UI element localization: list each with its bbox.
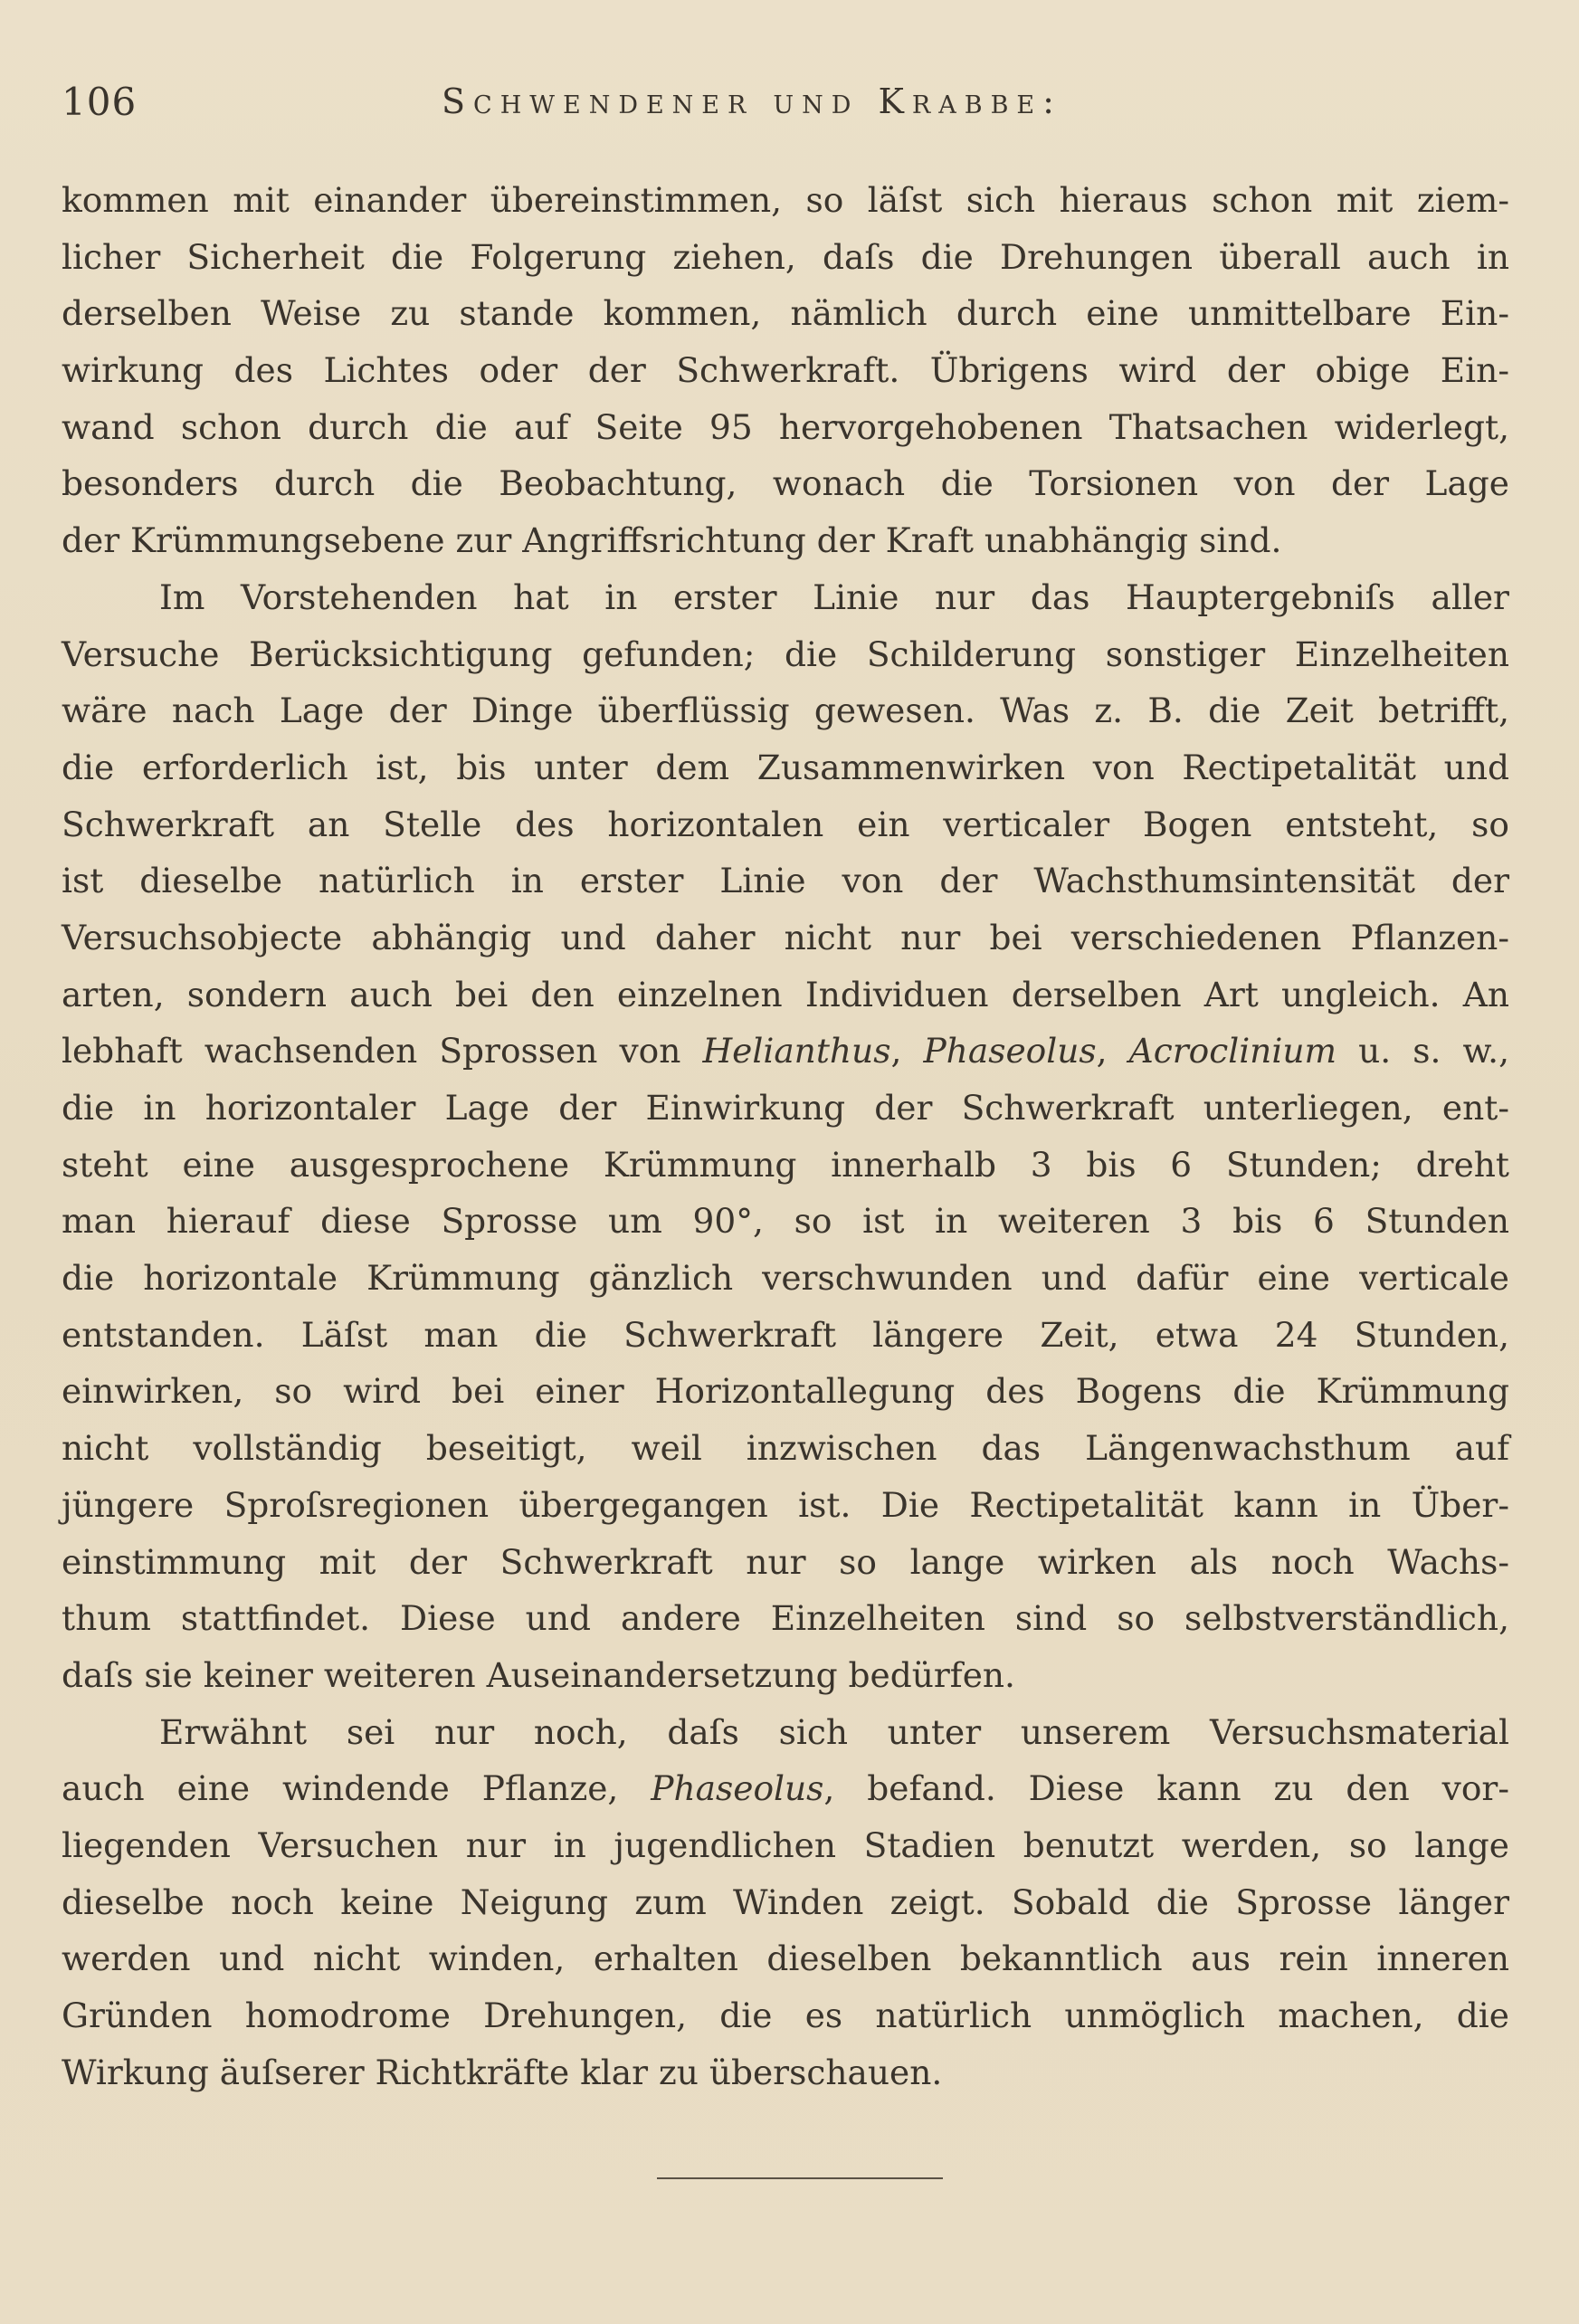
text-line: ist dieselbe natürlich in erster Linie von der Wachsthumsintensität der xyxy=(62,861,1509,901)
page-header xyxy=(62,80,1509,134)
text-line: Versuchsobjecte abhängig und daher nicht nur bei verschiedenen Pflanzen- xyxy=(62,917,1509,957)
page-number: 106 xyxy=(62,80,138,124)
text-line: Schwerkraft an Stelle des horizontalen ein verticaler Bogen entsteht, so xyxy=(62,804,1509,844)
text-line: kommen mit einander übereinstimmen, so läſst sich hieraus schon mit ziem- xyxy=(62,180,1509,220)
text-line: Versuche Berücksichtigung gefunden; die Schilderung sonstiger Einzelheiten xyxy=(62,633,1509,674)
text-line: wirkung des Lichtes oder der Schwerkraft. Übrigens wird der obige Ein- xyxy=(62,350,1509,391)
genus-name: Phaseolus xyxy=(651,1768,824,1809)
genus-name: Helianthus xyxy=(702,1031,891,1072)
text-segment: auch eine windende Pflanze, xyxy=(62,1768,619,1809)
text-line: jüngere Sproſsregionen übergegangen ist. Die Rectipetalität kann in Über- xyxy=(62,1484,1509,1525)
text-line: die horizontale Krümmung gänzlich verschwunden und dafür eine verticale xyxy=(62,1258,1509,1299)
text-line: Wirkung äuſserer Richtkräfte klar zu überschauen. xyxy=(62,2052,943,2092)
text-segment: , xyxy=(1096,1031,1129,1072)
text-line: licher Sicherheit die Folgerung ziehen, daſs die Drehungen überall auch in xyxy=(62,236,1509,277)
text-line: werden und nicht winden, erhalten dieselben bekanntlich aus rein inneren xyxy=(62,1938,1509,1979)
text-line-indented: Im Vorstehenden hat in erster Linie nur das Hauptergebniſs aller xyxy=(159,576,1509,617)
text-line-italic-names xyxy=(62,1023,1509,1080)
text-line: einwirken, so wird bei einer Horizontallegung des Bogens die Krümmung xyxy=(62,1371,1509,1412)
text-line-italic-names xyxy=(62,1760,1509,1817)
text-segment: , xyxy=(890,1031,924,1072)
text-segment: , befand. Diese kann zu den vor- xyxy=(823,1768,1509,1809)
running-title: Schwendener und Krabbe: xyxy=(442,81,1062,121)
text-line: der Krümmungsebene zur Angriffsrichtung der Kraft unabhängig sind. xyxy=(62,520,1282,561)
text-line: man hierauf diese Sprosse um 90°, so ist in weiteren 3 bis 6 Stunden xyxy=(62,1201,1509,1242)
text-line: liegenden Versuchen nur in jugendlichen Stadien benutzt werden, so lange xyxy=(62,1824,1509,1865)
text-line: derselben Weise zu stande kommen, nämlich durch eine unmittelbare Ein- xyxy=(62,293,1509,334)
text-line: nicht vollständig beseitigt, weil inzwischen das Längenwachsthum auf xyxy=(62,1428,1509,1469)
text-line: daſs sie keiner weiteren Auseinandersetzung bedürfen. xyxy=(62,1654,1015,1695)
text-segment: lebhaft wachsenden Sprossen von xyxy=(62,1031,681,1072)
text-line: die erforderlich ist, bis unter dem Zusammenwirken von Rectipetalität und xyxy=(62,747,1509,787)
body-text xyxy=(62,172,1509,2100)
text-line: Gründen homodrome Drehungen, die es natürlich unmöglich machen, die xyxy=(62,1995,1509,2035)
end-rule xyxy=(657,2177,943,2179)
text-line: besonders durch die Beobachtung, wonach die Torsionen von der Lage xyxy=(62,463,1509,504)
text-segment: u. s. w., xyxy=(1336,1031,1509,1072)
text-line: wäre nach Lage der Dinge überflüssig gewesen. Was z. B. die Zeit betrifft, xyxy=(62,691,1509,731)
text-line: wand schon durch die auf Seite 95 hervorgehobenen Thatsachen widerlegt, xyxy=(62,406,1509,447)
text-line: arten, sondern auch bei den einzelnen Individuen derselben Art ungleich. An xyxy=(62,974,1509,1014)
text-line: entstanden. Läſst man die Schwerkraft längere Zeit, etwa 24 Stunden, xyxy=(62,1314,1509,1355)
text-line: thum stattfindet. Diese und andere Einzelheiten sind so selbstverständlich, xyxy=(62,1598,1509,1639)
genus-name: Phaseolus xyxy=(923,1031,1097,1072)
genus-name: Acroclinium xyxy=(1128,1031,1337,1072)
text-line: einstimmung mit der Schwerkraft nur so lange wirken als noch Wachs- xyxy=(62,1541,1509,1582)
text-line-indented: Erwähnt sei nur noch, daſs sich unter unserem Versuchsmaterial xyxy=(159,1711,1509,1752)
text-line: dieselbe noch keine Neigung zum Winden zeigt. Sobald die Sprosse länger xyxy=(62,1881,1509,1922)
text-line: steht eine ausgesprochene Krümmung innerhalb 3 bis 6 Stunden; dreht xyxy=(62,1144,1509,1185)
text-line: die in horizontaler Lage der Einwirkung der Schwerkraft unterliegen, ent- xyxy=(62,1088,1509,1128)
